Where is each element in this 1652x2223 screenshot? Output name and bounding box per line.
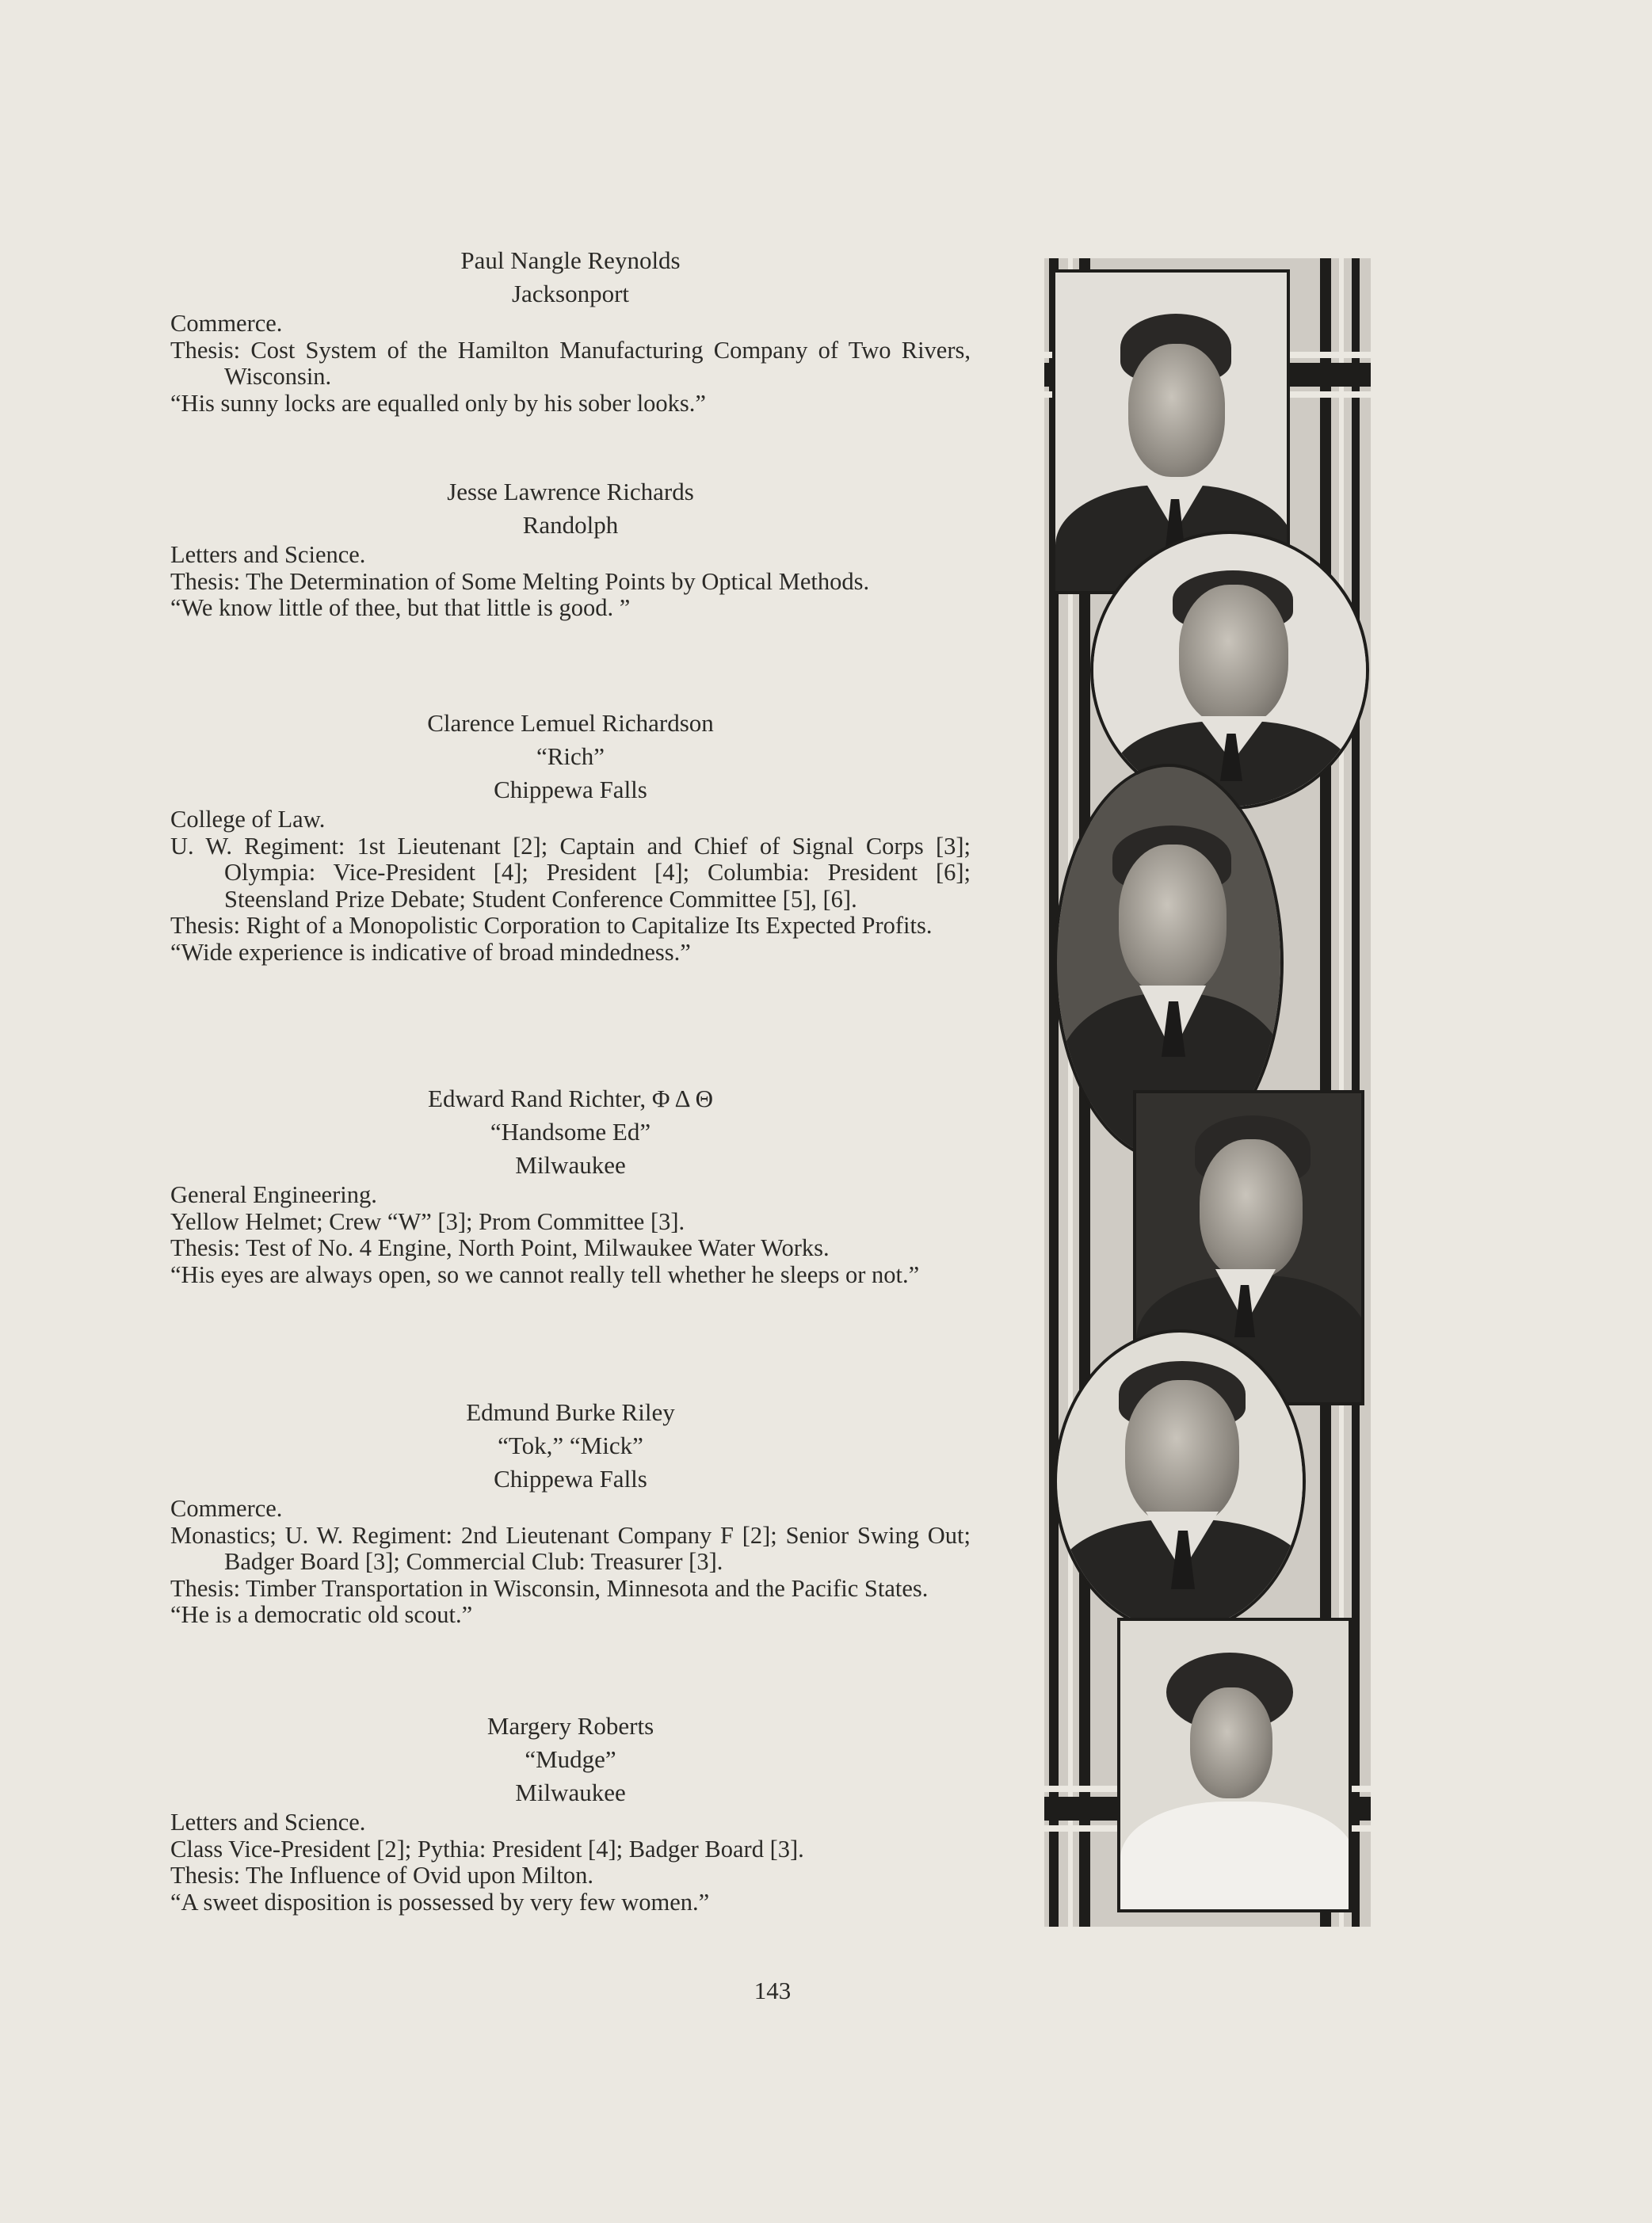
- page-number: 143: [754, 1977, 792, 2004]
- senior-quote: “We know little of thee, but that little is good. ”: [170, 594, 631, 621]
- senior-quote: “Wide experience is indicative of broad mindedness.”: [170, 938, 691, 966]
- senior-name: Edward Rand Richter, Φ Δ Θ: [428, 1085, 713, 1112]
- senior-hometown: Milwaukee: [515, 1151, 626, 1179]
- senior-activities: Monastics; U. W. Regiment: 2nd Lieutenant Company F [2]; Senior Swing Out; Badger Board [3]; Commercial Club: Treasurer [3].: [170, 1521, 971, 1575]
- senior-name: Clarence Lemuel Richardson: [427, 709, 714, 737]
- portrait-photo-riley: [1054, 1329, 1306, 1634]
- senior-nickname: “Handsome Ed”: [490, 1118, 651, 1146]
- senior-thesis: Thesis: Test of No. 4 Engine, North Point, Milwaukee Water Works.: [170, 1234, 830, 1261]
- senior-quote: “He is a democratic old scout.”: [170, 1601, 473, 1628]
- senior-quote: “His eyes are always open, so we cannot really tell whether he sleeps or not.”: [170, 1260, 920, 1288]
- portrait-photo-roberts: [1117, 1618, 1352, 1912]
- senior-entry-riley: [170, 1396, 971, 1629]
- senior-thesis: Thesis: Timber Transportation in Wisconsin, Minnesota and the Pacific States.: [170, 1574, 929, 1602]
- senior-entry-richter: [170, 1082, 971, 1288]
- senior-thesis: Thesis: The Determination of Some Melting Points by Optical Methods.: [170, 567, 870, 595]
- senior-activities: Class Vice-President [2]; Pythia: President [4]; Badger Board [3].: [170, 1835, 804, 1863]
- senior-nickname: “Tok,” “Mick”: [498, 1432, 643, 1459]
- senior-thesis: Thesis: Cost System of the Hamilton Manufacturing Company of Two Rivers, Wisconsin.: [170, 336, 971, 390]
- senior-course: Letters and Science.: [170, 541, 366, 568]
- senior-course: Letters and Science.: [170, 1809, 366, 1836]
- senior-course: General Engineering.: [170, 1181, 377, 1208]
- senior-thesis: Thesis: The Influence of Ovid upon Milton.: [170, 1862, 593, 1889]
- senior-hometown: Chippewa Falls: [494, 776, 647, 803]
- senior-name: Edmund Burke Riley: [466, 1398, 675, 1426]
- senior-entry-reynolds: [170, 244, 971, 417]
- portrait-strip: [1044, 258, 1371, 1927]
- senior-name: Margery Roberts: [486, 1712, 654, 1740]
- senior-course: Commerce.: [170, 1495, 283, 1522]
- senior-entry-richards: [170, 475, 971, 622]
- senior-entry-roberts: [170, 1710, 971, 1916]
- senior-entry-richardson: [170, 707, 971, 966]
- senior-name: Jesse Lawrence Richards: [447, 478, 694, 505]
- senior-name: Paul Nangle Reynolds: [460, 246, 681, 274]
- senior-thesis: Thesis: Right of a Monopolistic Corporation to Capitalize Its Expected Profits.: [170, 912, 933, 939]
- senior-activities: U. W. Regiment: 1st Lieutenant [2]; Captain and Chief of Signal Corps [3]; Olympia: Vice-President [4]; President [4]; Columbia: President [6]; Steensland Prize Debate; Student Conference Committee [5], [6].: [170, 832, 971, 913]
- senior-quote: “His sunny locks are equalled only by his sober looks.”: [170, 389, 706, 417]
- senior-nickname: “Rich”: [536, 742, 605, 770]
- senior-hometown: Randolph: [522, 511, 619, 539]
- senior-hometown: Jacksonport: [511, 280, 630, 307]
- senior-quote: “A sweet disposition is possessed by very few women.”: [170, 1888, 710, 1916]
- senior-hometown: Chippewa Falls: [494, 1465, 647, 1493]
- senior-course: Commerce.: [170, 310, 283, 337]
- senior-hometown: Milwaukee: [515, 1779, 626, 1806]
- senior-course: College of Law.: [170, 806, 326, 833]
- senior-activities: Yellow Helmet; Crew “W” [3]; Prom Committee [3].: [170, 1207, 685, 1235]
- senior-nickname: “Mudge”: [525, 1745, 616, 1773]
